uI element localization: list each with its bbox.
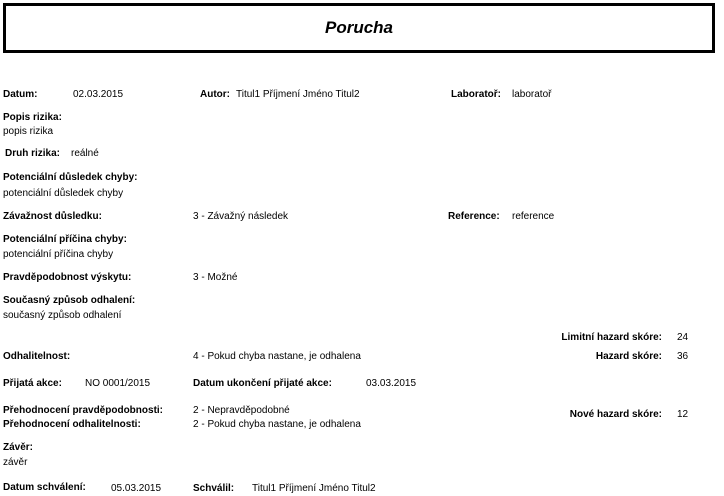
report-title: Porucha <box>324 18 394 37</box>
date-value: 02.03.2015 <box>73 89 124 100</box>
limit-hazard-value: 24 <box>677 332 689 343</box>
lab-value: laboratoř <box>512 89 552 100</box>
probability-label: Pravděpodobnost výskytu: <box>3 272 132 283</box>
cause-value: potenciální příčina chyby <box>3 249 114 260</box>
cause-label: Potenciální příčina chyby: <box>3 234 127 245</box>
severity-label: Závažnost důsledku: <box>3 211 102 222</box>
risk-desc-value: popis rizika <box>3 126 54 137</box>
detection-method-label: Současný způsob odhalení: <box>3 295 136 306</box>
approval-date-value: 05.03.2015 <box>111 483 162 494</box>
action-end-date-label: Datum ukončení přijaté akce: <box>193 378 332 389</box>
reeval-detectability-label: Přehodnocení odhalitelnosti: <box>3 419 141 430</box>
reference-value: reference <box>512 211 555 222</box>
accepted-action-value: NO 0001/2015 <box>85 378 151 389</box>
probability-value: 3 - Možné <box>193 272 238 283</box>
hazard-score-label: Hazard skóre: <box>595 351 662 362</box>
date-label: Datum: <box>3 89 38 100</box>
consequence-value: potenciální důsledek chyby <box>3 188 124 199</box>
lab-label: Laboratoř: <box>451 89 501 100</box>
risk-type-value: reálné <box>71 148 99 159</box>
new-hazard-label: Nové hazard skóre: <box>569 409 662 420</box>
conclusion-label: Závěr: <box>3 442 34 453</box>
detectability-label: Odhalitelnost: <box>3 351 71 362</box>
severity-value: 3 - Závažný následek <box>193 211 289 222</box>
detectability-value: 4 - Pokud chyba nastane, je odhalena <box>193 351 361 362</box>
limit-hazard-label: Limitní hazard skóre: <box>561 332 662 343</box>
detection-method-value: současný způsob odhalení <box>3 310 122 321</box>
risk-desc-label: Popis rizika: <box>3 112 62 123</box>
risk-type-label: Druh rizika: <box>5 148 61 159</box>
report-title-box <box>3 3 715 53</box>
reeval-detectability-value: 2 - Pokud chyba nastane, je odhalena <box>193 419 361 430</box>
reference-label: Reference: <box>448 211 500 222</box>
hazard-score-value: 36 <box>677 351 689 362</box>
new-hazard-value: 12 <box>677 409 689 420</box>
reeval-probability-value: 2 - Nepravděpodobné <box>193 405 290 416</box>
consequence-label: Potenciální důsledek chyby: <box>3 172 138 183</box>
reeval-probability-label: Přehodnocení pravděpodobnosti: <box>3 405 164 416</box>
approval-date-label: Datum schválení: <box>3 482 86 493</box>
accepted-action-label: Přijatá akce: <box>3 378 62 389</box>
approver-label: Schválil: <box>193 483 235 494</box>
action-end-date-value: 03.03.2015 <box>366 378 417 389</box>
conclusion-value: závěr <box>3 457 28 468</box>
approver-value: Titul1 Příjmení Jméno Titul2 <box>252 483 376 494</box>
author-value: Titul1 Příjmení Jméno Titul2 <box>236 89 360 100</box>
author-label: Autor: <box>200 89 230 100</box>
